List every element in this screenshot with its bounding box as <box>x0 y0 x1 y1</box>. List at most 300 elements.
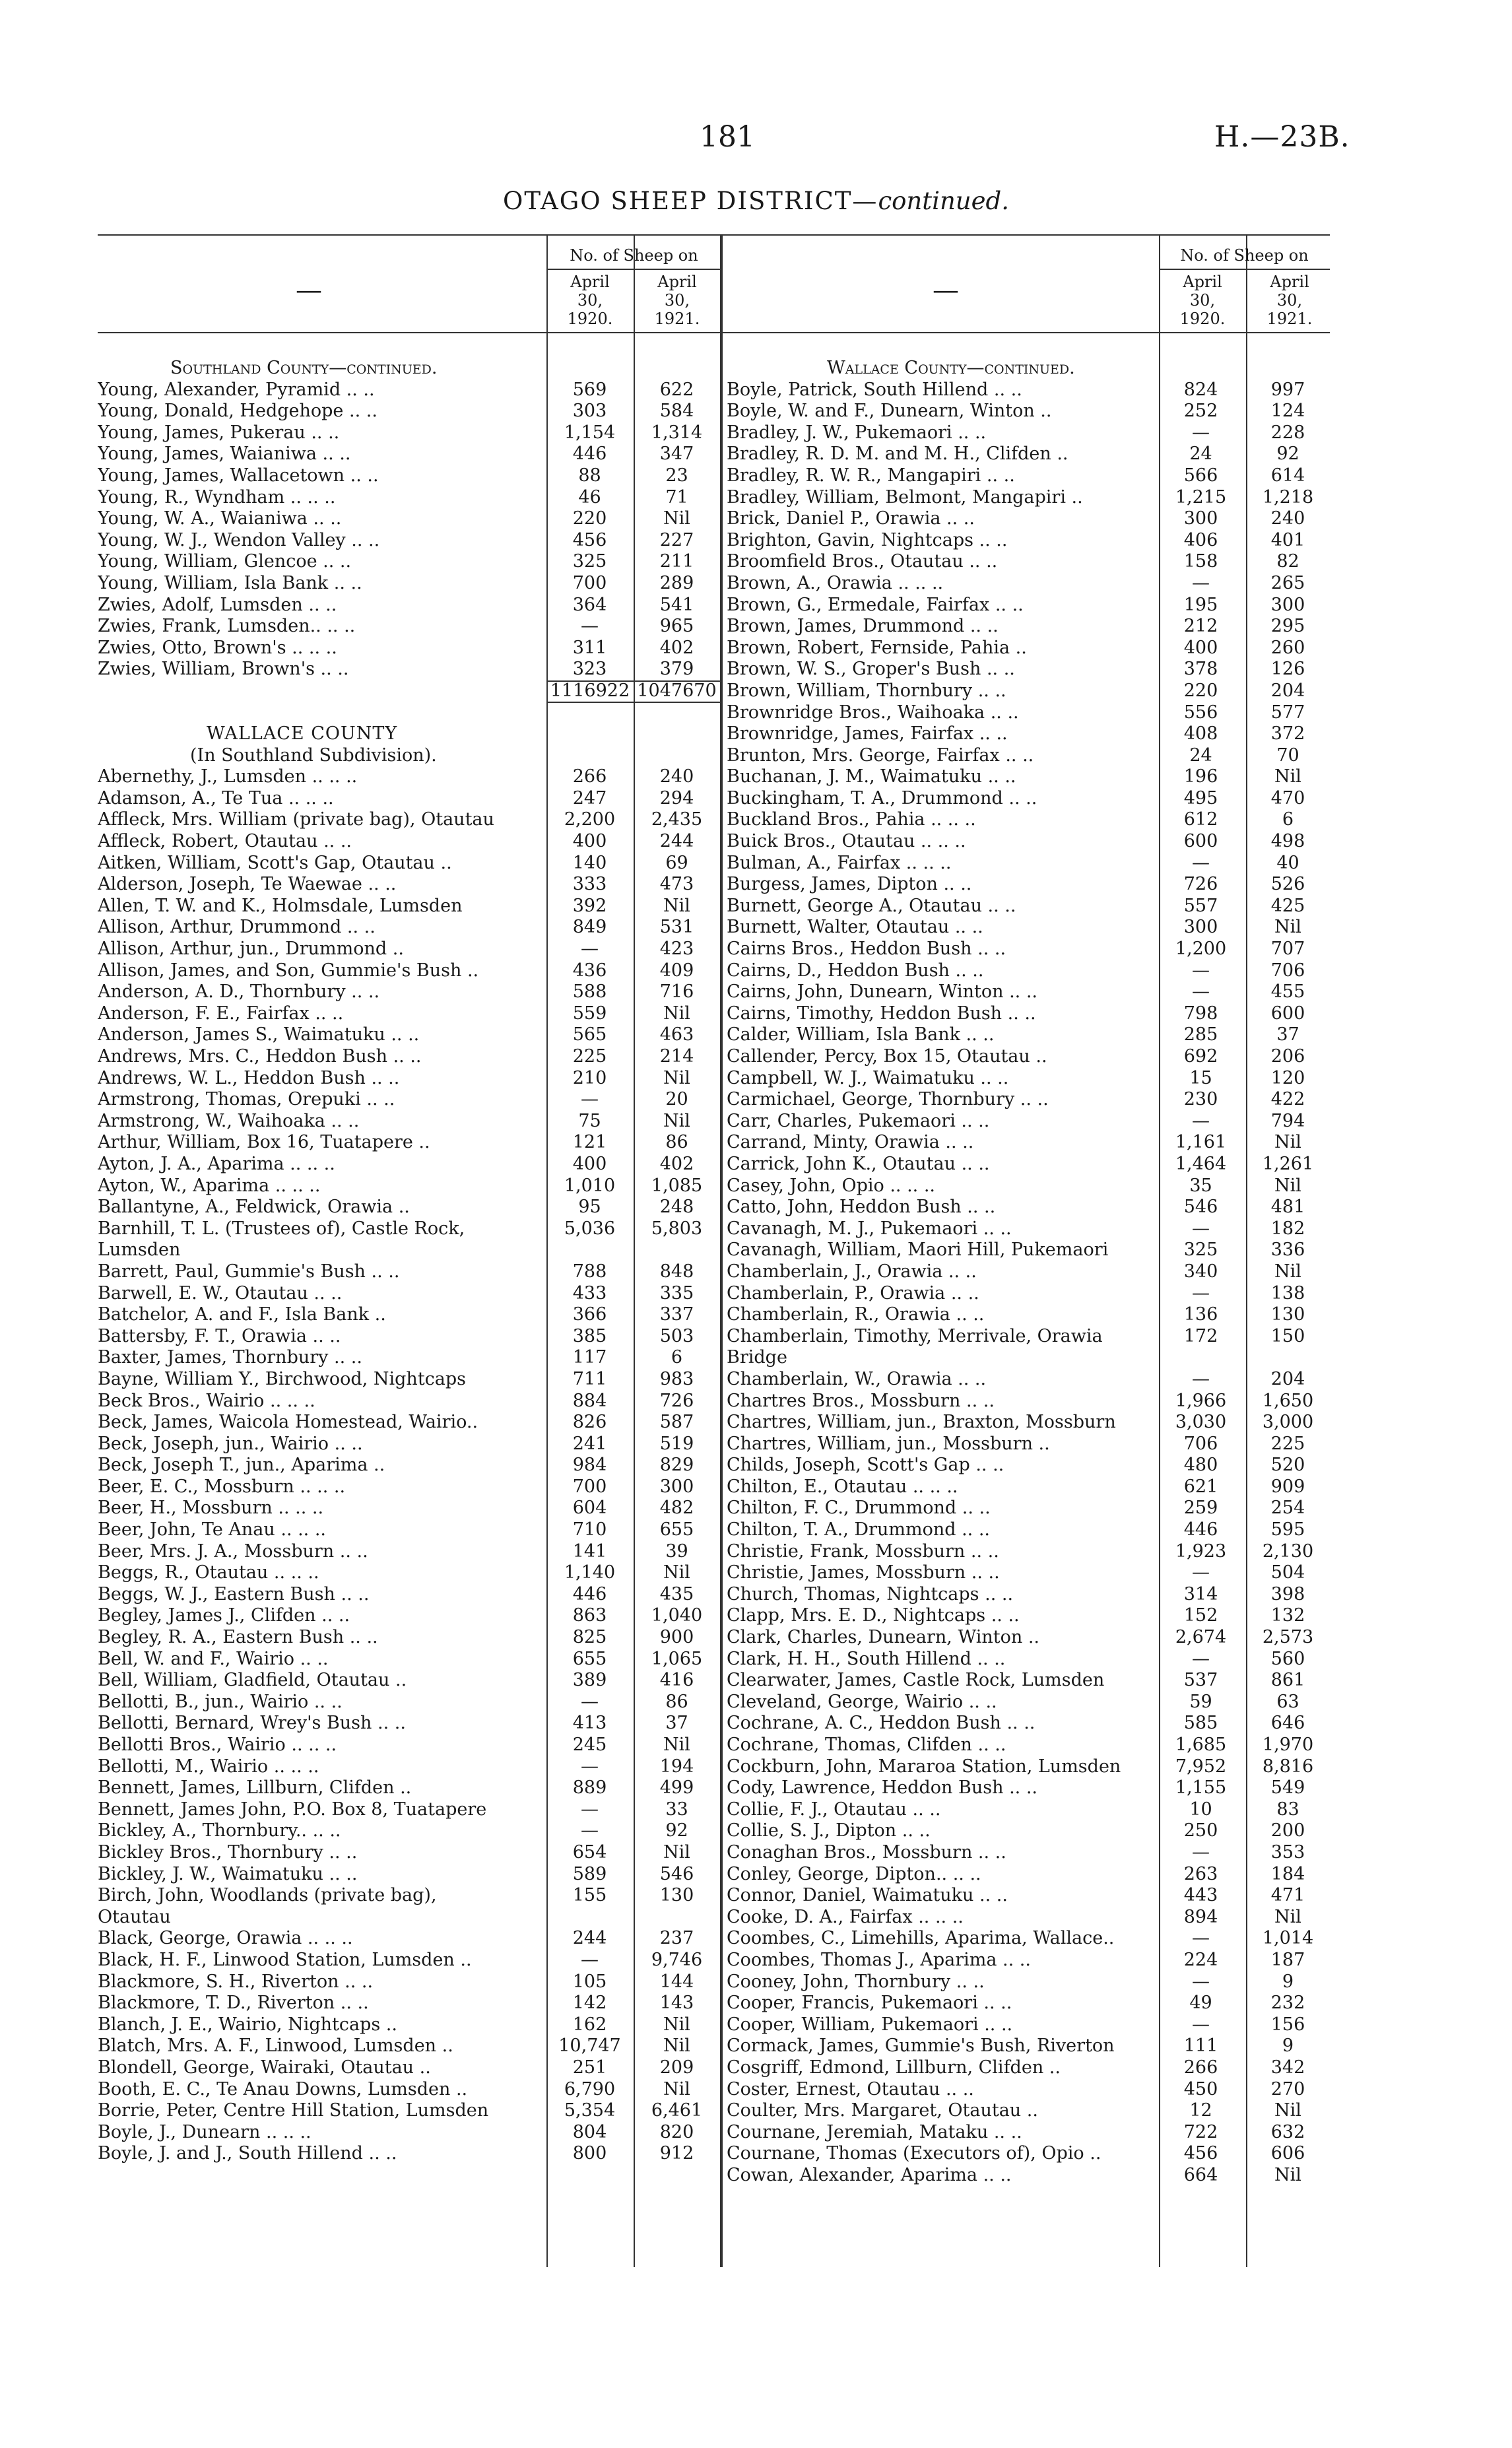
left-table <box>98 234 721 2267</box>
table-row <box>98 1562 721 1584</box>
row-name: Blondell, George, Wairaki, Otautau .. <box>98 2057 431 2078</box>
table-row <box>721 917 1330 939</box>
table-row <box>98 659 721 680</box>
row-1920: 433 <box>572 1282 607 1304</box>
section-southland-label: Southland County—continued. <box>170 358 438 378</box>
row-name: Boyle, J., Dunearn .. .. .. <box>98 2121 312 2142</box>
row-name: Affleck, Robert, Otautau .. .. <box>98 831 352 852</box>
row-1920: 35 <box>1189 1175 1212 1196</box>
row-1921: 435 <box>659 1583 694 1604</box>
row-1921: 248 <box>659 1197 694 1218</box>
table-row <box>98 1391 721 1412</box>
row-1920: 1,966 <box>1175 1390 1227 1411</box>
right-col-1921: April 30, 1921. <box>1266 273 1313 328</box>
row-1921: Nil <box>663 1735 690 1755</box>
table-row <box>721 1132 1330 1154</box>
table-row <box>98 465 721 487</box>
row-name: Chilton, E., Otautau .. .. .. <box>727 1476 958 1497</box>
table-row <box>721 680 1330 702</box>
table-row <box>721 831 1330 853</box>
row-1921: 204 <box>1270 1368 1305 1389</box>
left-rows <box>98 358 721 2165</box>
row-1920: 1,923 <box>1175 1540 1227 1562</box>
row-name: Burgess, James, Dipton .. .. <box>727 874 972 895</box>
row-1921: 965 <box>659 616 694 637</box>
row-1920: 600 <box>1183 831 1218 852</box>
row-name: Ayton, W., Aparima .. .. .. <box>98 1175 321 1196</box>
row-1921: 6 <box>1282 809 1294 830</box>
row-name: Broomfield Bros., Otautau .. .. <box>727 551 998 572</box>
total-1920: 1116922 <box>550 680 630 701</box>
right-header-rule <box>1159 269 1330 270</box>
row-1921: Nil <box>663 2078 690 2100</box>
table-row <box>721 1476 1330 1498</box>
table-row <box>721 530 1330 552</box>
right-header-bottom-rule <box>721 332 1330 333</box>
row-1920: 788 <box>572 1261 607 1282</box>
table-row <box>721 2014 1330 2036</box>
row-name: Chartres, William, jun., Braxton, Mossburn <box>727 1412 1116 1433</box>
table-row <box>98 1649 721 1671</box>
row-name: Coulter, Mrs. Margaret, Otautau .. <box>727 2100 1038 2121</box>
row-name: Zwies, Otto, Brown's .. .. .. <box>98 637 337 658</box>
table-row <box>721 939 1330 960</box>
row-1921: 2,435 <box>651 809 703 830</box>
row-1921: 900 <box>659 1627 694 1648</box>
table-row <box>721 1046 1330 1068</box>
table-row <box>98 508 721 530</box>
row-1921: 86 <box>665 1691 688 1712</box>
section-wallace-subtitle-label: (In Southland Subdivision). <box>190 744 437 766</box>
table-row <box>98 573 721 595</box>
section-wallace-cont <box>721 358 1330 380</box>
row-1920: 456 <box>572 529 607 550</box>
row-name: Cairns, John, Dunearn, Winton .. .. <box>727 981 1037 1003</box>
row-1920: — <box>1192 2014 1210 2035</box>
table-row <box>98 1369 721 1391</box>
row-1921: 182 <box>1270 1218 1305 1239</box>
table-row <box>721 1777 1330 1799</box>
row-1920: 700 <box>572 572 607 593</box>
row-name: Black, H. F., Linwood Station, Lumsden .. <box>98 1949 472 1970</box>
row-1920: 105 <box>572 1971 607 1992</box>
row-name: Cooney, John, Thornbury .. .. <box>727 1971 985 1992</box>
table-row <box>98 831 721 853</box>
row-1920: 266 <box>572 766 607 787</box>
row-1921: 595 <box>1270 1519 1305 1540</box>
row-name: Arthur, William, Box 16, Tuatapere .. <box>98 1132 430 1153</box>
row-1921: 600 <box>1270 1003 1305 1024</box>
page-title <box>0 187 1512 215</box>
row-1920: — <box>1192 1971 1210 1992</box>
row-1921: Nil <box>663 1067 690 1088</box>
row-name: Batchelor, A. and F., Isla Bank .. <box>98 1304 386 1325</box>
table-row <box>98 1326 721 1348</box>
table-row <box>98 2014 721 2036</box>
row-1921: 8,816 <box>1262 1756 1314 1777</box>
row-name: Buckland Bros., Pahia .. .. .. <box>727 809 976 830</box>
row-1921: 1,650 <box>1262 1390 1314 1411</box>
row-1920: 1,154 <box>564 422 616 443</box>
row-1921: 471 <box>1270 1885 1305 1906</box>
spacer-row <box>98 702 721 724</box>
row-1920: 121 <box>572 1132 607 1153</box>
row-1920: 1,464 <box>1175 1153 1227 1174</box>
row-1920: 450 <box>1183 2078 1218 2100</box>
table-row <box>98 2122 721 2144</box>
row-name: Boyle, Patrick, South Hillend .. .. <box>727 379 1022 400</box>
row-1921: 187 <box>1270 1949 1305 1970</box>
row-name: Clark, Charles, Dunearn, Winton .. <box>727 1627 1040 1648</box>
row-1921: 584 <box>659 401 694 422</box>
row-1921: Nil <box>663 508 690 529</box>
title-continued: continued. <box>878 187 1009 215</box>
row-1921: 83 <box>1276 1799 1299 1820</box>
table-row <box>721 1412 1330 1434</box>
table-row <box>721 723 1330 745</box>
table-row <box>98 422 721 444</box>
row-1921: Nil <box>663 2014 690 2035</box>
table-row <box>721 1498 1330 1519</box>
row-1920: 244 <box>572 1928 607 1949</box>
row-name: Bulman, A., Fairfax .. .. .. <box>727 852 952 873</box>
row-1921: 228 <box>1270 422 1305 443</box>
row-1920: 263 <box>1183 1863 1218 1884</box>
row-1921: 156 <box>1270 2014 1305 2035</box>
row-name: Boyle, W. and F., Dunearn, Winton .. <box>727 401 1052 422</box>
row-1921: 237 <box>659 1928 694 1949</box>
row-1921: 1,014 <box>1262 1928 1314 1949</box>
row-1921: 86 <box>665 1132 688 1153</box>
row-1921: 347 <box>659 444 694 465</box>
row-name: Conley, George, Dipton.. .. .. <box>727 1863 981 1884</box>
row-1920: 325 <box>1183 1240 1218 1261</box>
row-1920: 220 <box>1183 680 1218 701</box>
row-1920: 984 <box>572 1455 607 1476</box>
row-1921: Nil <box>663 1003 690 1024</box>
row-1921: 144 <box>659 1971 694 1992</box>
row-1920: 456 <box>1183 2143 1218 2164</box>
table-row <box>721 1864 1330 1886</box>
row-1920: — <box>581 1756 599 1777</box>
row-1921: 265 <box>1270 572 1305 593</box>
table-row <box>98 1993 721 2014</box>
row-1921: Nil <box>1274 766 1301 787</box>
table-row <box>98 1089 721 1111</box>
row-1921: 519 <box>659 1433 694 1454</box>
row-1920: 711 <box>572 1368 607 1389</box>
row-name: Blanch, J. E., Wairio, Nightcaps .. <box>98 2014 397 2035</box>
row-1921: 342 <box>1270 2057 1305 2078</box>
table-row <box>721 422 1330 444</box>
row-name: Andrews, W. L., Heddon Bush .. .. <box>98 1067 400 1088</box>
left-col-1920: April 30, 1920. <box>567 273 613 328</box>
row-1921: 3,000 <box>1262 1412 1314 1433</box>
row-name: Bickley Bros., Thornbury .. .. <box>98 1841 358 1863</box>
row-name: Zwies, Frank, Lumsden.. .. .. <box>98 616 356 637</box>
row-1921: 150 <box>1270 1325 1305 1346</box>
row-name: Beck, James, Waicola Homestead, Wairio.. <box>98 1412 478 1433</box>
row-name: Bradley, J. W., Pukemaori .. .. <box>727 422 987 443</box>
row-name: Beer, H., Mossburn .. .. .. <box>98 1498 324 1519</box>
table-row <box>721 1993 1330 2014</box>
row-name: Boyle, J. and J., South Hillend .. .. <box>98 2143 397 2164</box>
table-row <box>721 1089 1330 1111</box>
table-row <box>98 2035 721 2057</box>
row-name: Beggs, W. J., Eastern Bush .. .. <box>98 1583 370 1604</box>
table-row <box>721 2122 1330 2144</box>
table-row <box>721 1735 1330 1756</box>
table-row <box>721 1971 1330 1993</box>
table-row <box>721 401 1330 422</box>
table-row <box>98 1907 721 1929</box>
row-1921: 206 <box>1270 1046 1305 1067</box>
row-name: Cowan, Alexander, Aparima .. .. <box>727 2164 1012 2185</box>
table-row <box>98 444 721 465</box>
row-1920: — <box>1192 981 1210 1003</box>
row-1921: 295 <box>1270 616 1305 637</box>
row-1921: 353 <box>1270 1841 1305 1863</box>
row-1920: 366 <box>572 1304 607 1325</box>
table-row <box>98 809 721 831</box>
row-name: Clapp, Mrs. E. D., Nightcaps .. .. <box>727 1605 1020 1626</box>
row-1920: — <box>1192 422 1210 443</box>
row-1921: 423 <box>659 939 694 960</box>
row-1921: Nil <box>1274 1175 1301 1196</box>
table-row <box>98 1735 721 1756</box>
table-row <box>98 1605 721 1627</box>
right-sheep-header: No. of Sheep on <box>1180 246 1309 265</box>
row-1921: 337 <box>659 1304 694 1325</box>
row-1920: — <box>1192 1282 1210 1304</box>
row-1921: 143 <box>659 1993 694 2014</box>
row-name: Young, Donald, Hedgehope .. .. <box>98 401 378 422</box>
table-row <box>721 1175 1330 1197</box>
row-1921: 1,970 <box>1262 1735 1314 1755</box>
row-1920: 894 <box>1183 1906 1218 1927</box>
row-1920: 12 <box>1189 2100 1212 2121</box>
row-1920: 212 <box>1183 616 1218 637</box>
row-name: Begley, James J., Clifden .. .. <box>98 1605 350 1626</box>
row-1920: — <box>581 939 599 960</box>
row-1921: 71 <box>665 486 688 508</box>
row-1921: 829 <box>659 1455 694 1476</box>
row-name: Cournane, Jeremiah, Mataku .. .. <box>727 2121 1022 2142</box>
row-1920: 800 <box>572 2143 607 2164</box>
row-1920: 10,747 <box>558 2035 621 2057</box>
row-name: Christie, Frank, Mossburn .. .. <box>727 1540 999 1562</box>
row-name: Cochrane, A. C., Heddon Bush .. .. <box>727 1713 1035 1734</box>
row-1920: 546 <box>1183 1197 1218 1218</box>
table-row <box>721 1928 1330 1950</box>
table-row <box>721 1347 1330 1369</box>
row-name: Cairns Bros., Heddon Bush .. .. <box>727 939 1006 960</box>
row-1921: 37 <box>665 1713 688 1734</box>
row-name: Anderson, F. E., Fairfax .. .. <box>98 1003 344 1024</box>
row-1921: 5,803 <box>651 1218 703 1239</box>
row-1921: 211 <box>659 551 694 572</box>
row-1920: 158 <box>1183 551 1218 572</box>
row-name: Cairns, Timothy, Heddon Bush .. .. <box>727 1003 1036 1024</box>
row-name: Cochrane, Thomas, Clifden .. .. <box>727 1735 1006 1755</box>
row-name: Collie, F. J., Otautau .. .. <box>727 1799 941 1820</box>
table-row <box>721 1197 1330 1218</box>
row-name: Borrie, Peter, Centre Hill Station, Lumsden <box>98 2100 489 2121</box>
row-1921: 82 <box>1276 551 1299 572</box>
row-name: Young, James, Pukerau .. .. <box>98 422 340 443</box>
row-name: Chamberlain, R., Orawia .. .. <box>727 1304 985 1325</box>
row-1921: 6,461 <box>651 2100 703 2121</box>
row-1920: 24 <box>1189 444 1212 465</box>
row-1920: 406 <box>1183 529 1218 550</box>
row-name: Clearwater, James, Castle Rock, Lumsden <box>727 1670 1105 1691</box>
row-1921: 2,573 <box>1262 1627 1314 1648</box>
table-row <box>98 1218 721 1240</box>
row-name: Andrews, Mrs. C., Heddon Bush .. .. <box>98 1046 422 1067</box>
row-1921: 300 <box>659 1476 694 1497</box>
row-1920: 195 <box>1183 594 1218 615</box>
row-1920: 798 <box>1183 1003 1218 1024</box>
table-row <box>98 1046 721 1068</box>
row-name: Bridge <box>727 1347 787 1368</box>
row-1921: 23 <box>665 465 688 486</box>
row-name: Young, R., Wyndham .. .. .. <box>98 486 336 508</box>
table-row <box>98 1541 721 1563</box>
row-1920: 378 <box>1183 659 1218 680</box>
table-row <box>721 1756 1330 1778</box>
row-name: Beck, Joseph, jun., Wairio .. .. <box>98 1433 363 1454</box>
row-1921: 138 <box>1270 1282 1305 1304</box>
table-row <box>721 487 1330 509</box>
row-name: Young, James, Wallacetown .. .. <box>98 465 379 486</box>
right-col-1920: April 30, 1920. <box>1179 273 1226 328</box>
table-row <box>721 1605 1330 1627</box>
row-1920: 621 <box>1183 1476 1218 1497</box>
row-1920: 24 <box>1189 744 1212 766</box>
table-row <box>721 960 1330 982</box>
row-name: Bennett, James John, P.O. Box 8, Tuatapere <box>98 1799 487 1820</box>
table-row <box>98 2100 721 2122</box>
row-1920: 285 <box>1183 1024 1218 1045</box>
table-row <box>98 896 721 917</box>
row-name: Brownridge, James, Fairfax .. .. <box>727 723 1008 744</box>
table-row <box>98 2079 721 2101</box>
row-1921: Nil <box>663 1110 690 1131</box>
row-1920: 654 <box>572 1841 607 1863</box>
row-1920: 1,685 <box>1175 1735 1227 1755</box>
row-name: Chilton, T. A., Drummond .. .. <box>727 1519 991 1540</box>
row-1920: 849 <box>572 917 607 938</box>
table-row <box>721 1261 1330 1283</box>
row-1921: 69 <box>665 852 688 873</box>
row-1921: 402 <box>659 637 694 658</box>
row-name: Bellotti Bros., Wairio .. .. .. <box>98 1735 337 1755</box>
row-name: Buick Bros., Otautau .. .. .. <box>727 831 966 852</box>
table-row <box>721 444 1330 465</box>
row-name: Bickley, J. W., Waimatuku .. .. <box>98 1863 358 1884</box>
row-1920: 142 <box>572 1993 607 2014</box>
row-1921: 240 <box>1270 508 1305 529</box>
row-1921: Nil <box>1274 1132 1301 1153</box>
row-1921: 232 <box>1270 1993 1305 2014</box>
row-1921: 9,746 <box>651 1949 703 1970</box>
table-row <box>98 1283 721 1305</box>
table-row <box>98 595 721 616</box>
row-1920: 692 <box>1183 1046 1218 1067</box>
row-1921: 470 <box>1270 787 1305 809</box>
table-row <box>721 573 1330 595</box>
table-row <box>98 2057 721 2079</box>
section-wallace-label: WALLACE COUNTY <box>207 723 398 744</box>
row-1920: 311 <box>572 637 607 658</box>
table-row <box>98 1971 721 1993</box>
row-1921: 40 <box>1276 852 1299 873</box>
row-1920: 325 <box>572 551 607 572</box>
row-1920: 300 <box>1183 508 1218 529</box>
row-1920: 559 <box>572 1003 607 1024</box>
table-row <box>98 1842 721 1864</box>
row-1921: 549 <box>1270 1777 1305 1799</box>
row-1921: 20 <box>665 1089 688 1110</box>
row-1920: 480 <box>1183 1455 1218 1476</box>
row-1920: 400 <box>1183 637 1218 658</box>
right-top-rule <box>721 234 1330 236</box>
row-name: Black, George, Orawia .. .. .. <box>98 1928 353 1949</box>
row-1921: 909 <box>1270 1476 1305 1497</box>
table-row <box>721 2143 1330 2165</box>
row-1921: 6 <box>671 1347 683 1368</box>
row-name: Burnett, Walter, Otautau .. .. <box>727 917 983 938</box>
right-name-header: — <box>933 275 959 306</box>
table-row <box>721 2165 1330 2187</box>
row-name: Cairns, D., Heddon Bush .. .. <box>727 960 984 981</box>
row-name: Zwies, Adolf, Lumsden .. .. <box>98 594 337 615</box>
row-name: Bradley, R. W. R., Mangapiri .. .. <box>727 465 1015 486</box>
row-1921: 861 <box>1270 1670 1305 1691</box>
row-1920: 117 <box>572 1347 607 1368</box>
row-name: Chamberlain, Timothy, Merrivale, Orawia <box>727 1325 1103 1346</box>
row-1920: 241 <box>572 1433 607 1454</box>
table-row <box>98 1864 721 1886</box>
row-name: Bellotti, B., jun., Wairio .. .. <box>98 1691 343 1712</box>
row-1921: 33 <box>665 1799 688 1820</box>
table-row <box>98 1692 721 1713</box>
table-row <box>721 1799 1330 1821</box>
table-row <box>721 1950 1330 1971</box>
row-name: Buckingham, T. A., Drummond .. .. <box>727 787 1037 809</box>
total-1921: 1047670 <box>637 680 717 701</box>
table-row <box>721 1670 1330 1692</box>
table-row <box>98 1584 721 1606</box>
row-name: Bellotti, M., Wairio .. .. .. <box>98 1756 319 1777</box>
row-1921: 9 <box>1282 2035 1294 2057</box>
row-1921: 481 <box>1270 1197 1305 1218</box>
row-name: Clark, H. H., South Hillend .. .. <box>727 1648 1006 1669</box>
table-row <box>721 551 1330 573</box>
row-1921: 632 <box>1270 2121 1305 2142</box>
row-name: Otautau <box>98 1906 171 1927</box>
table-row <box>98 1154 721 1175</box>
row-name: Connor, Daniel, Waimatuku .. .. <box>727 1885 1008 1906</box>
row-1921: 425 <box>1270 895 1305 916</box>
table-row <box>98 1627 721 1649</box>
row-name: Allison, James, and Son, Gummie's Bush .. <box>98 960 479 981</box>
row-1921: 335 <box>659 1282 694 1304</box>
row-name: Bradley, William, Belmont, Mangapiri .. <box>727 486 1083 508</box>
row-1920: 1,140 <box>564 1562 616 1583</box>
row-1920: 314 <box>1183 1583 1218 1604</box>
row-name: Catto, John, Heddon Bush .. .. <box>727 1197 996 1218</box>
